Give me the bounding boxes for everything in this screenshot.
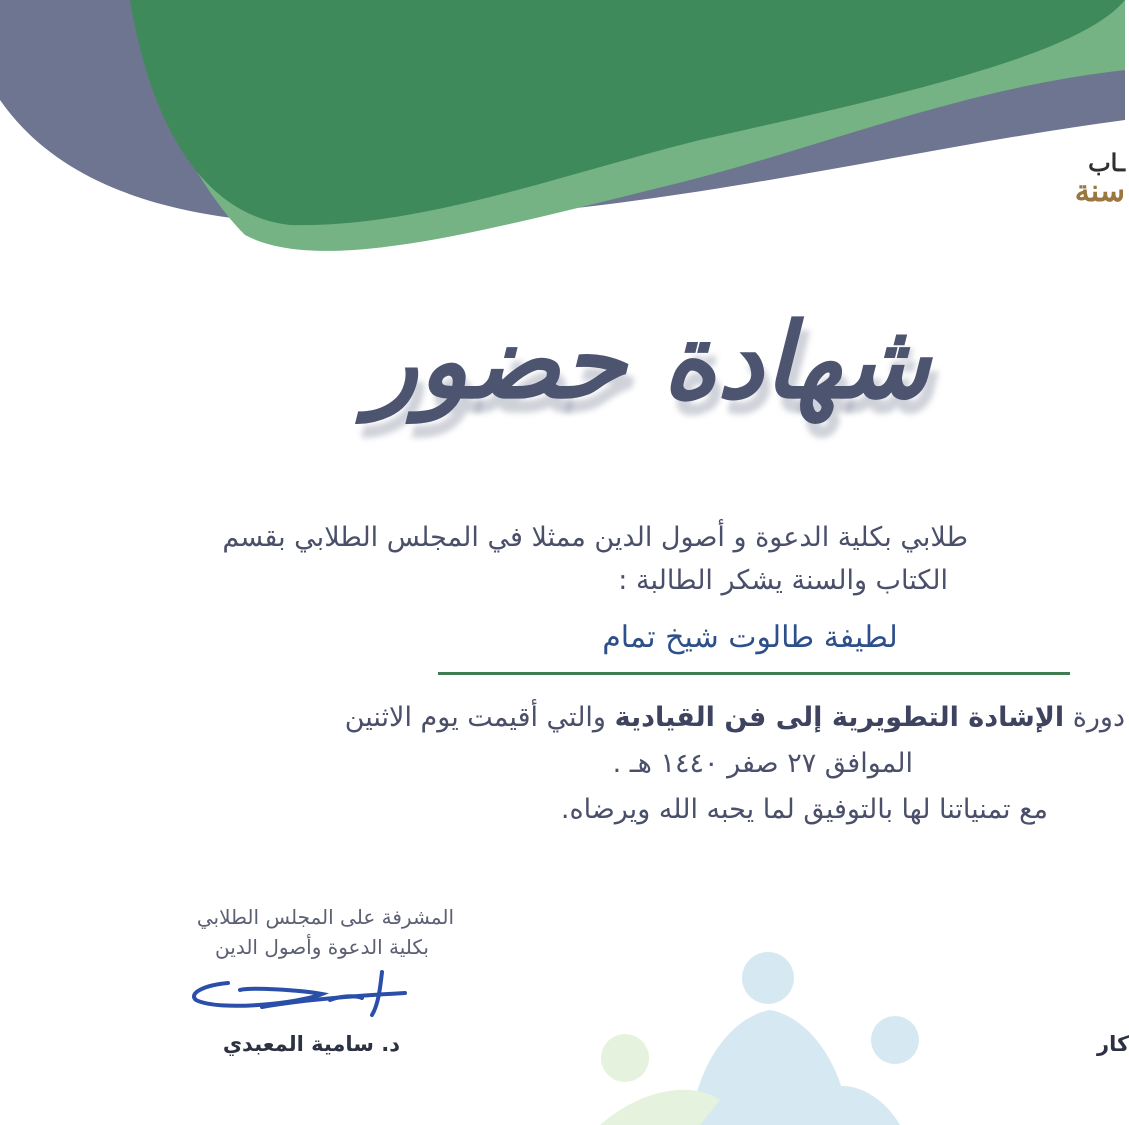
date-line: الموافق ٢٧ صفر ١٤٤٠ هـ . [612,748,913,779]
signatory-title-line-1: المشرفة على المجلس الطلابي [196,905,454,929]
course-name: الإشادة التطويرية إلى فن القيادية [614,702,1065,733]
course-prefix: دورة [1072,702,1125,733]
signatory-title-line-2: بكلية الدعوة وأصول الدين [215,935,429,959]
certificate-title-block [367,300,1040,490]
watermark-logo [600,952,919,1125]
body-line-2: الكتاب والسنة يشكر الطالبة : [618,565,948,596]
second-signatory-name: كار [1097,1032,1129,1056]
logo-fragment [1074,148,1125,214]
course-line [345,702,1125,733]
logo-line-1: ـاب [1088,148,1125,177]
signature-scribble [194,972,405,1015]
course-suffix: والتي أقيمت يوم الاثنين [344,702,606,733]
certificate-title: شهادة حضور [367,300,930,422]
body-line-1: طلابي بكلية الدعوة و أصول الدين ممثلا في المجلس الطلابي بقسم [222,522,968,553]
logo-line-2: سنة [1074,174,1125,209]
recipient-name: لطيفة طالوت شيخ تمام [602,620,898,655]
wishes-line: مع تمنياتنا لها بالتوفيق لما يحبه الله ويرضاه. [560,794,1048,825]
signatory-name: د. سامية المعبدي [222,1032,400,1056]
name-underline [438,672,1070,675]
